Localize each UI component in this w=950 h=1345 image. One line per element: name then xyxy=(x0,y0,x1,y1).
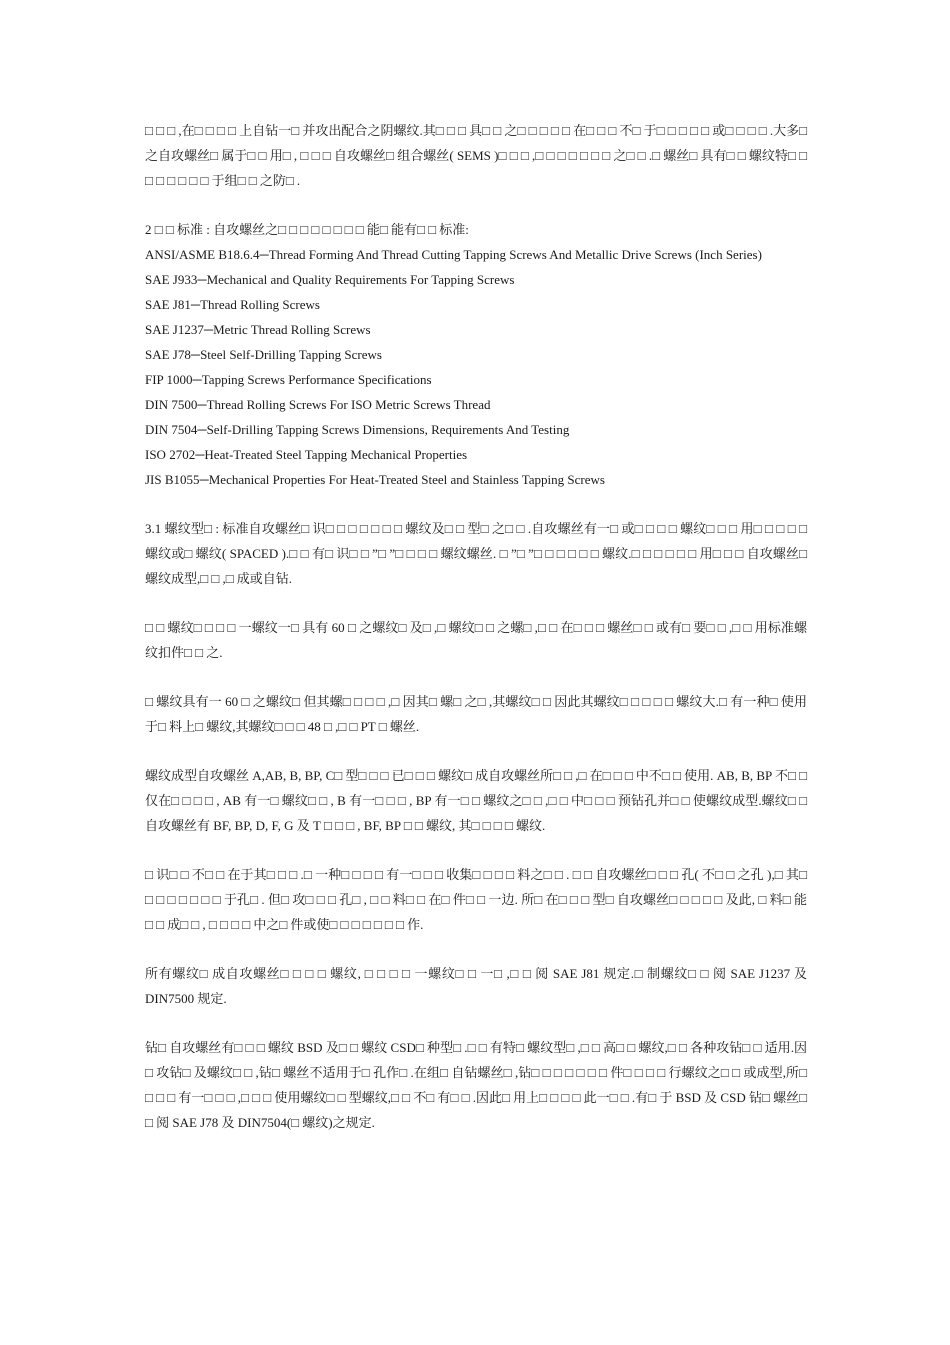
standard-item: DIN 7504─Self-Drilling Tapping Screws Dimensions, Requirements And Testing xyxy=(145,422,570,437)
standards-heading: 2 □ □ 标准 : 自攻螺丝之□ □ □ □ □ □ □ □ 能□ 能有□ □ 标准: xyxy=(145,222,469,237)
body-paragraph: 钻□ 自攻螺丝有□ □ □ 螺纹 BSD 及□ □ 螺纹 CSD□ 种型□ .□ □ 有特□ 螺纹型□ ,□ □ 高□ □ 螺纹,□ □ 各种攻钻□ □ 适用.因□ 攻钻□ 及螺纹□ □ ,钻□ 螺丝不适用于□ 孔作□ .在组□ 自钻螺丝□ ,钻□ □ □ □ □ □ □ 件□ □ □ □ 行螺纹之□ □ 或成型,所□ □ □ □ 有一□ □ □ ,□ □ □ 使用螺纹□ □ 型螺纹,□ □ 不□ 有□ □ .因此□ 用上□ □ □ □ 此一□ □ .有□ 于 BSD 及 CSD 钻□ 螺丝□ □ 阅 SAE J78 及 DIN7504(□ 螺纹)之规定. xyxy=(145,1040,807,1130)
standard-item: ISO 2702─Heat-Treated Steel Tapping Mechanical Properties xyxy=(145,447,468,462)
standard-item: SAE J933─Mechanical and Quality Requirements For Tapping Screws xyxy=(145,272,515,287)
standard-item: SAE J78─Steel Self-Drilling Tapping Screws xyxy=(145,347,382,362)
standard-item: ANSI/ASME B18.6.4─Thread Forming And Thread Cutting Tapping Screws And Metallic Drive Screws (Inch Series) xyxy=(145,247,762,262)
standard-item: SAE J1237─Metric Thread Rolling Screws xyxy=(145,322,371,337)
body-paragraph: 螺纹成型自攻螺丝 A,AB, B, BP, C□ 型□ □ □ 已□ □ □ 螺纹□ 成自攻螺丝所□ □ ,□ 在□ □ □ 中不□ □ 使用. AB, B, BP 不□ □ 仅在□ □ □ □ , AB 有一□ 螺纹□ □ , B 有一□ □ □ , BP 有一□ □ 螺纹之□ □ ,□ □ 中□ □ □ 预钻孔并□ □ 使螺纹成型.螺纹□ □ 自攻螺丝有 BF, BP, D, F, G 及 T □ □ □ , BF, BP □ □ 螺纹, 其□ □ □ □ 螺纹. xyxy=(145,768,807,833)
standard-item: DIN 7500─Thread Rolling Screws For ISO Metric Screws Thread xyxy=(145,397,491,412)
thread-type-paragraph: 3.1 螺纹型□ : 标准自攻螺丝□ 识□ □ □ □ □ □ □ 螺纹及□ □ 型□ 之□ □ .自攻螺丝有一□ 或□ □ □ □ 螺纹□ □ □ 用□ □ □ □ □ 螺纹或□ 螺纹( SPACED ).□ □ 有□ 识□ □ ”□ ”□ □ □ □ 螺纹螺丝. □ ”□ ”□ □ □ □ □ □ 螺纹.□ □ □ □ □ □ 用□ □ □ 自攻螺丝□ 螺纹成型,□ □ ,□ 成或自钻. xyxy=(145,521,807,586)
body-paragraph: □ 螺纹具有一 60 □ 之螺纹□ 但其螺□ □ □ □ ,□ 因其□ 螺□ 之□ ,其螺纹□ □ 因此其螺纹□ □ □ □ □ 螺纹大.□ 有一种□ 使用于□ 料上□ 螺纹,其螺纹□ □ □ 48 □ ,□ □ PT □ 螺丝. xyxy=(145,694,807,734)
intro-paragraph: □ □ □ ,在□ □ □ □ 上自钻一□ 并攻出配合之阴螺纹.其□ □ □ 具□ □ 之□ □ □ □ □ 在□ □ □ 不□ 于□ □ □ □ □ 或□ □ □ □ .大多□ 之自攻螺丝□ 属于□ □ 用□ , □ □ □ 自攻螺丝□ 组合螺丝( SEMS )□ □ □ ,□ □ □ □ □ □ □ 之□ □ .□ 螺丝□ 具有□ □ 螺纹特□ □ □ □ □ □ □ □ 于组□ □ 之防□ . xyxy=(145,123,807,188)
standard-item: JIS B1055─Mechanical Properties For Heat-Treated Steel and Stainless Tapping Screws xyxy=(145,472,605,487)
body-paragraph: □ 识□ □ 不□ □ 在于其□ □ □ .□ 一种□ □ □ □ 有一□ □ □ 收集□ □ □ □ 料之□ □ . □ □ 自攻螺丝□ □ □ 孔( 不□ □ 之孔 ),□ 其□ □ □ □ □ □ □ □ 于孔□ . 但□ 攻□ □ □ 孔□ , □ □ 料□ □ 在□ 件□ □ 一边. 所□ 在□ □ □ 型□ 自攻螺丝□ □ □ □ □ 及此, □ 料□ 能□ □ 成□ □ , □ □ □ □ 中之□ 件或使□ □ □ □ □ □ □ 作. xyxy=(145,867,807,932)
document-body xyxy=(145,118,807,1159)
standards-list xyxy=(145,242,807,492)
body-paragraph: □ □ 螺纹□ □ □ □ 一螺纹一□ 具有 60 □ 之螺纹□ 及□ ,□ 螺纹□ □ 之螺□ ,□ □ 在□ □ □ 螺丝□ □ 或有□ 要□ □ ,□ □ 用标准螺纹扣件□ □ 之. xyxy=(145,620,807,660)
body-paragraph: 所有螺纹□ 成自攻螺丝□ □ □ □ 螺纹, □ □ □ □ 一螺纹□ □ 一□ ,□ □ 阅 SAE J81 规定.□ 制螺纹□ □ 阅 SAE J1237 及 DIN7500 规定. xyxy=(145,966,807,1006)
standard-item: FIP 1000─Tapping Screws Performance Specifications xyxy=(145,372,432,387)
standard-item: SAE J81─Thread Rolling Screws xyxy=(145,297,320,312)
